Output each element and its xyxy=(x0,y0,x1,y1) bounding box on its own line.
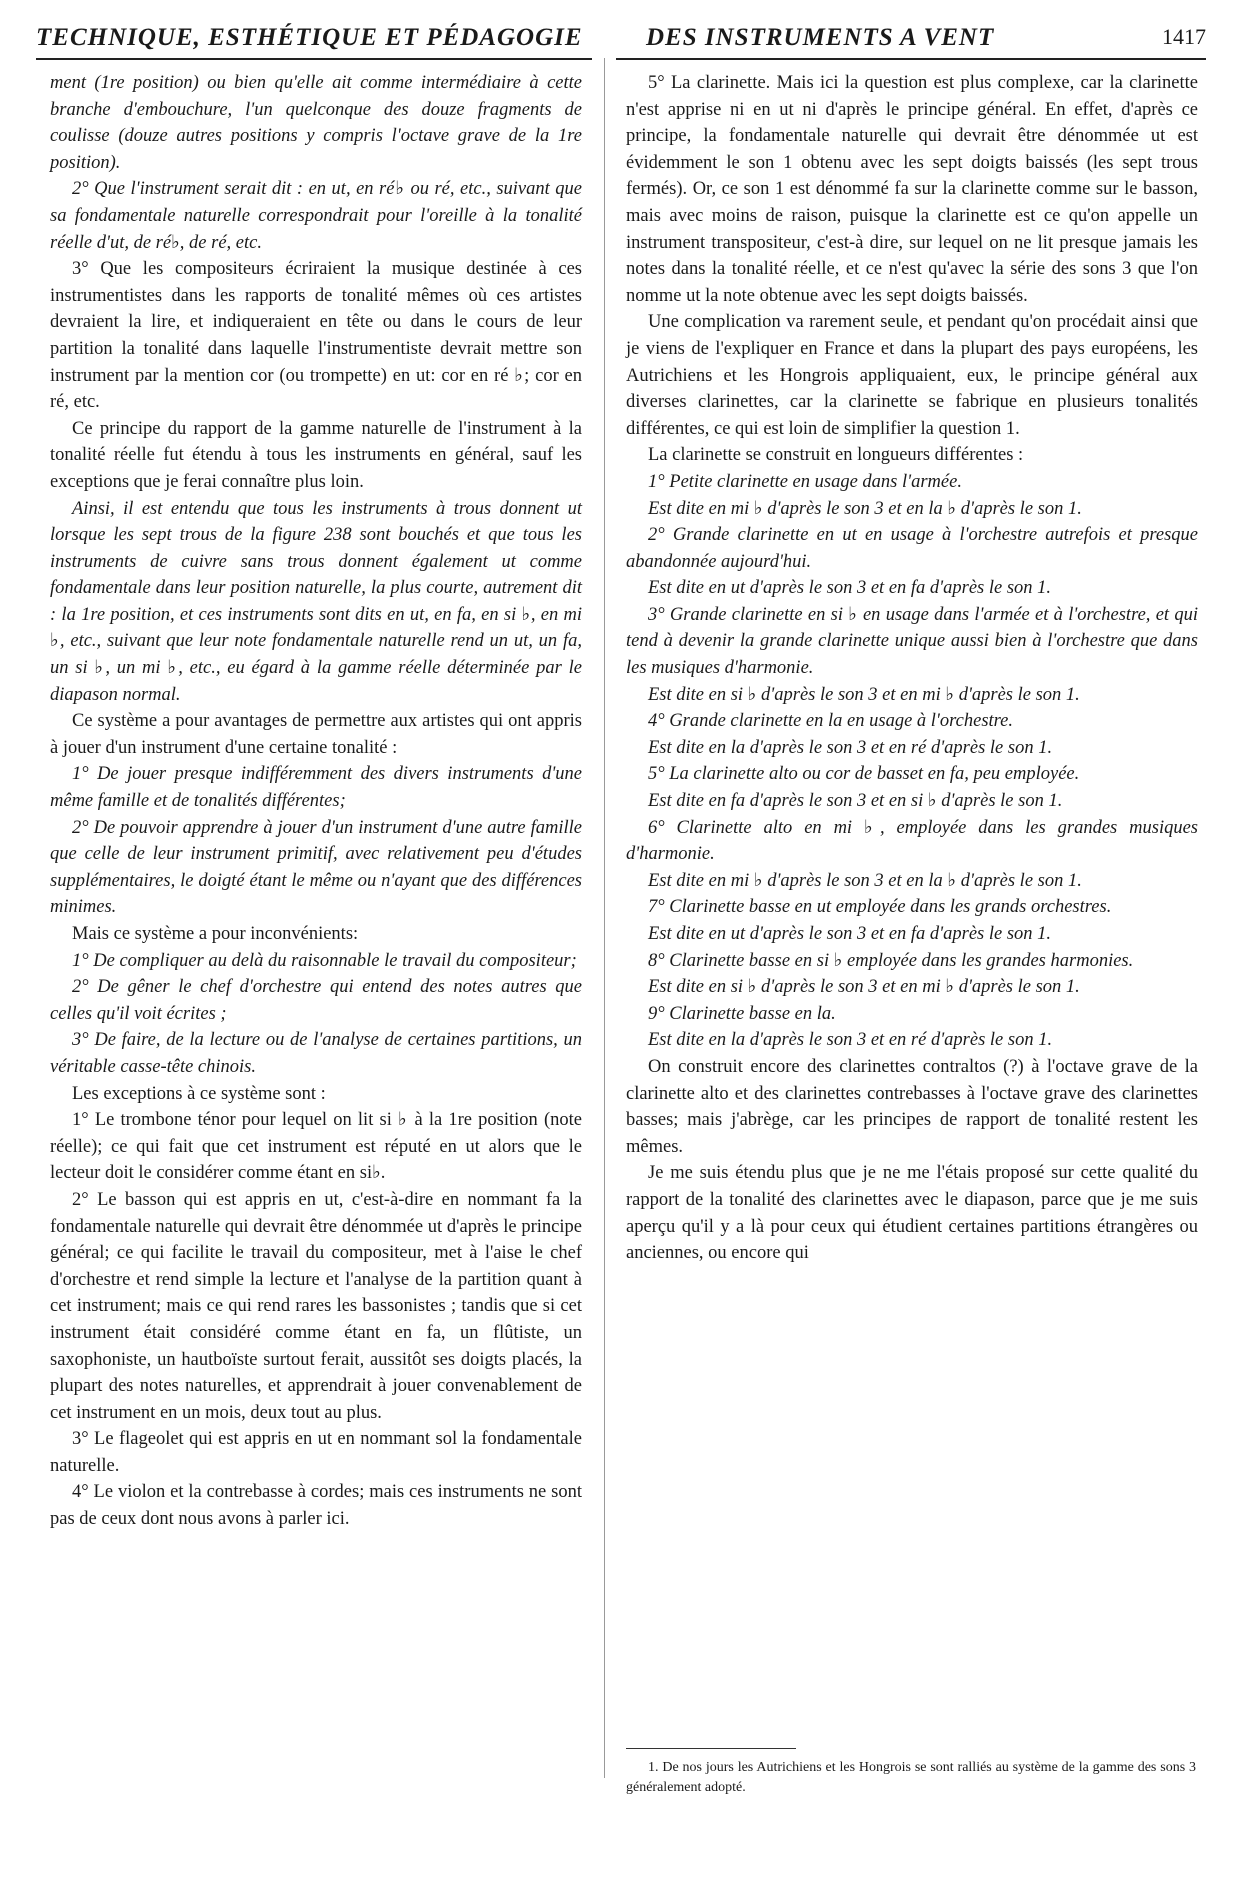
paragraph: ment (1re position) ou bien qu'elle ait comme intermédiaire à cette branche d'embouchure, l'un quelconque des douze fragments de coulisse (douze autres positions y compris l'octave grave de la 1re position). xyxy=(50,73,582,173)
header-rule-right xyxy=(616,58,1206,60)
paragraph: 3° De faire, de la lecture ou de l'analyse de certaines partitions, un véritable casse-tête chinois. xyxy=(50,1030,582,1077)
running-header xyxy=(36,14,1206,54)
page-number: 1417 xyxy=(1162,24,1206,49)
running-title-left: TECHNIQUE, ESTHÉTIQUE ET PÉDAGOGIE xyxy=(36,24,583,51)
paragraph: Je me suis étendu plus que je ne me l'étais proposé sur cette qualité du rapport de la tonalité des clarinettes avec le diapason, parce que je me suis aperçu qu'il y a là pour ceux qui étudient certaines partitions étrangères ou anciennes, ou encore qui xyxy=(626,1163,1198,1264)
paragraph: Ce principe du rapport de la gamme naturelle de l'instrument à la tonalité réelle fut étendu à tous les instruments en général, sauf les exceptions que je ferai connaître plus loin. xyxy=(50,418,582,492)
paragraph: 4° Grande clarinette en la en usage à l'orchestre. xyxy=(648,711,1014,732)
paragraph: Mais ce système a pour inconvénients: xyxy=(72,924,359,944)
paragraph: Est dite en si ♭ d'après le son 3 et en mi ♭ d'après le son 1. xyxy=(648,684,1080,705)
paragraph: Est dite en la d'après le son 3 et en ré d'après le son 1. xyxy=(648,737,1053,758)
paragraph: 1° Petite clarinette en usage dans l'armée. xyxy=(648,471,962,492)
paragraph: 2° De gêner le chef d'orchestre qui entend des notes autres que celles qu'il voit écrites ; xyxy=(50,977,582,1024)
paragraph: 1° De compliquer au delà du raisonnable le travail du compositeur; xyxy=(72,950,577,971)
paragraph: 1° Le trombone ténor pour lequel on lit si ♭ à la 1re position (note réelle); ce qui fait que cet instrument est réputé en ut alors que le lecteur doit le considérer comme étant en si♭. xyxy=(50,1110,582,1184)
paragraph: Les exceptions à ce système sont : xyxy=(72,1083,326,1104)
paragraph: 7° Clarinette basse en ut employée dans les grands orchestres. xyxy=(648,897,1112,918)
paragraph: 1° De jouer presque indifféremment des divers instruments d'une même famille et de tonalités différentes; xyxy=(50,764,582,812)
document-page xyxy=(36,14,1206,1884)
footnote: 1. De nos jours les Autrichiens et les Hongrois se sont ralliés au système de la gamme des sons 3 généralement adopté. xyxy=(626,1760,1196,1795)
paragraph: 5° La clarinette alto ou cor de basset en fa, peu employée. xyxy=(648,764,1080,785)
paragraph: 6° Clarinette alto en mi ♭, employée dans les grandes musiques d'harmonie. xyxy=(626,817,1198,865)
paragraph: Est dite en ut d'après le son 3 et en fa d'après le son 1. xyxy=(648,924,1052,944)
paragraph: 8° Clarinette basse en si ♭ employée dans les grandes harmonies. xyxy=(648,950,1134,971)
running-title-right: DES INSTRUMENTS A VENT xyxy=(646,24,995,51)
paragraph: 2° Le basson qui est appris en ut, c'est-à-dire en nommant fa la fondamentale naturelle qui devrait être dénommée ut d'après le principe général; ce qui facilite le travail du compositeur, met à l'aise le chef d'orchestre et rend simple la lecture et l'analyse de la partition quant à cet instrument; mais ce qui rend rares les bassonistes ; tandis que si cet instrument était considéré comme étant en fa, un flûtiste, un saxophoniste, un hautboïste surtout ferait, aussitôt ses doigts placés, la plupart des notes naturelles, et apprendrait à jouer convenablement de cet instrument en un mois, deux tout au plus. xyxy=(50,1189,582,1423)
paragraph: 3° Grande clarinette en si ♭ en usage dans l'armée et à l'orchestre, et qui tend à devenir la grande clarinette unique aussi bien à l'orchestre que dans les musiques d'harmonie. xyxy=(626,604,1198,679)
paragraph: 2° Grande clarinette en ut en usage à l'orchestre autrefois et presque abandonnée aujourd'hui. xyxy=(626,525,1198,572)
paragraph: Est dite en ut d'après le son 3 et en fa d'après le son 1. xyxy=(648,578,1052,599)
paragraph: 2° Que l'instrument serait dit : en ut, en ré♭ ou ré, etc., suivant que sa fondamentale naturelle correspondrait pour l'oreille à la tonalité réelle d'ut, de ré♭, de ré, etc. xyxy=(50,179,582,253)
paragraph: 2° De pouvoir apprendre à jouer d'un instrument d'une autre famille que celle de leur instrument primitif, avec relativement peu d'études supplémentaires, le doigté étant le même ou n'ayant que des différences minimes. xyxy=(50,817,582,918)
paragraph: Une complication va rarement seule, et pendant qu'on procédait ainsi que je viens de l'expliquer en France et dans la plupart des pays européens, les Autrichiens et les Hongrois appliquaient, eux, le principe général aux diverses clarinettes, car la clarinette se fabrique en plusieurs tonalités différentes, ce qui est loin de simplifier la question 1. xyxy=(626,312,1198,439)
right-column xyxy=(626,70,1198,1267)
paragraph: 4° Le violon et la contrebasse à cordes; mais ces instruments ne sont pas de ceux dont nous avons à parler ici. xyxy=(50,1482,582,1530)
paragraph: Est dite en mi ♭ d'après le son 3 et en la ♭ d'après le son 1. xyxy=(648,870,1082,891)
paragraph: On construit encore des clarinettes contraltos (?) à l'octave grave de la clarinette alto et des clarinettes contrebasses à l'octave grave des clarinettes basses; mais j'abrège, car les principes de rapport de tonalité restent les mêmes. xyxy=(626,1056,1198,1157)
paragraph: Est dite en mi ♭ d'après le son 3 et en la ♭ d'après le son 1. xyxy=(648,498,1082,519)
paragraph: La clarinette se construit en longueurs différentes : xyxy=(648,445,1024,466)
paragraph: 3° Que les compositeurs écriraient la musique destinée à ces instrumentistes dans les rapports de tonalité mêmes où ces artistes devraient la lire, et indiqueraient en tête ou dans le cours de leur partition la tonalité dans laquelle l'instrumentiste devrait mettre son instrument par la mention cor (ou trompette) en ut: cor en ré ♭; cor en ré, etc. xyxy=(50,259,582,413)
footnote-rule xyxy=(626,1748,796,1749)
header-rule-left xyxy=(36,58,592,60)
paragraph: 9° Clarinette basse en la. xyxy=(648,1003,836,1024)
paragraph: 3° Le flageolet qui est appris en ut en nommant sol la fondamentale naturelle. xyxy=(50,1429,582,1476)
paragraph: Ainsi, il est entendu que tous les instruments à trous donnent ut lorsque les sept trous de la figure 238 sont bouchés et que tous les instruments de cuivre sans trous donnent également ut comme fondamentale dans leur position naturelle, la plus courte, autrement dit : la 1re position, et ces instruments sont dits en ut, en fa, en si ♭, en mi ♭, etc., suivant que leur note fondamentale naturelle rend un ut, un fa, un si ♭, un mi ♭, etc., eu égard à la gamme réelle déterminée par le diapason normal. xyxy=(50,498,582,705)
column-divider xyxy=(604,58,605,1778)
paragraph: Est dite en fa d'après le son 3 et en si ♭ d'après le son 1. xyxy=(648,791,1063,812)
left-column xyxy=(50,70,582,1533)
paragraph: Est dite en la d'après le son 3 et en ré d'après le son 1. xyxy=(648,1030,1053,1051)
paragraph: 5° La clarinette. Mais ici la question est plus complexe, car la clarinette n'est apprise ni en ut ni d'après le principe général. En effet, d'après ce principe, la fondamentale naturelle qui devrait être dénommée ut est évidemment le son 1 obtenu avec les sept doigts baissés (les sept trous fermés). Or, ce son 1 est dénommé fa sur la clarinette comme sur le basson, mais avec moins de raison, puisque la clarinette est ce qu'on appelle un instrument transpositeur, c'est-à dire, sur lequel on ne lit presque jamais les notes dans la tonalité réelle, et ce n'est qu'avec la série des sons 3 que l'on nomme ut la note obtenue avec les sept doigts baissés. xyxy=(626,73,1198,306)
paragraph: Est dite en si ♭ d'après le son 3 et en mi ♭ d'après le son 1. xyxy=(648,977,1080,998)
paragraph: Ce système a pour avantages de permettre aux artistes qui ont appris à jouer d'un instrument d'une certaine tonalité : xyxy=(50,711,582,758)
